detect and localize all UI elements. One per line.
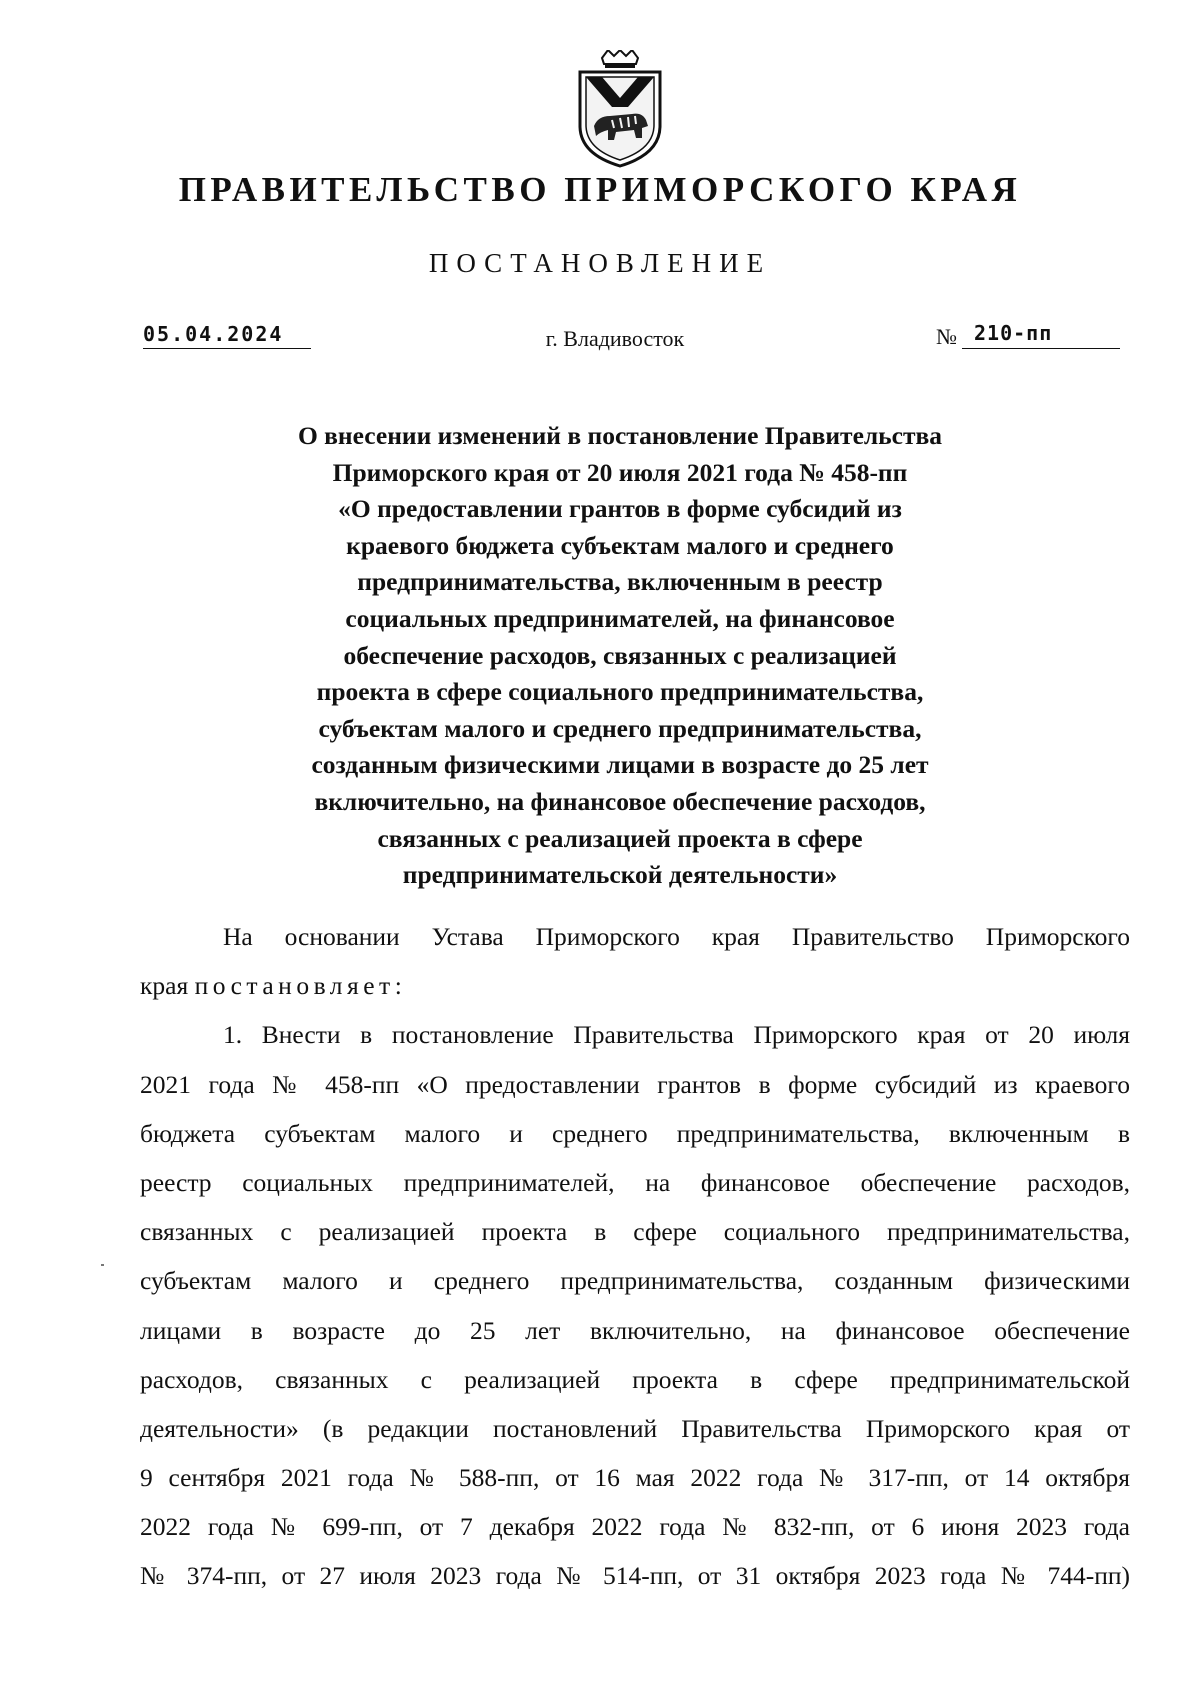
- clause-line: бюджета субъектам малого и среднего предпринимательства, включенным в: [140, 1118, 1130, 1148]
- clause-line: 9 сентября 2021 года № 588-пп, от 16 мая 2022 года № 317-пп, от 14 октября: [140, 1463, 1130, 1493]
- clause-line: лицами в возрасте до 25 лет включительно, на финансовое обеспечение: [140, 1315, 1130, 1345]
- government-title: ПРАВИТЕЛЬСТВО ПРИМОРСКОГО КРАЯ: [178, 170, 1022, 209]
- preamble-prefix: края: [140, 971, 195, 1001]
- heading-line: предпринимательской деятельности»: [402, 860, 838, 890]
- document-number: 210-пп: [974, 321, 1053, 345]
- preamble-line: [140, 961, 1130, 1010]
- clause-line: связанных с реализацией проекта в сфере социального предпринимательства,: [140, 1217, 1130, 1247]
- clause-line: № 374-пп, от 27 июля 2023 года № 514-пп, от 31 октября 2023 года № 744-пп): [140, 1561, 1130, 1591]
- heading-line: субъектам малого и среднего предпринимательства,: [318, 713, 922, 743]
- document-heading: [180, 418, 1060, 894]
- heading-line: Приморского края от 20 июля 2021 года № 458-пп: [332, 457, 908, 487]
- document-city: г. Владивосток: [545, 326, 685, 351]
- heading-line: включительно, на финансовое обеспечение расходов,: [314, 786, 926, 816]
- document-date: 05.04.2024: [143, 322, 284, 346]
- number-underline: [962, 348, 1120, 349]
- scan-mark: [101, 1264, 104, 1266]
- document-body: [140, 912, 1130, 1601]
- clause-line: деятельности» (в редакции постановлений Правительства Приморского края от: [140, 1413, 1130, 1443]
- heading-line: «О предоставлении грантов в форме субсидий из: [338, 494, 902, 524]
- clause-line: 2022 года № 699-пп, от 7 декабря 2022 года № 832-пп, от 6 июня 2023 года: [140, 1512, 1130, 1542]
- coat-of-arms-icon: [572, 50, 668, 168]
- clause-line: 2021 года № 458-пп «О предоставлении грантов в форме субсидий из краевого: [140, 1069, 1130, 1099]
- clause-line: субъектам малого и среднего предпринимательства, созданным физическими: [140, 1266, 1130, 1296]
- heading-line: социальных предпринимателей, на финансовое: [345, 603, 895, 633]
- heading-line: связанных с реализацией проекта в сфере: [377, 823, 863, 853]
- preamble-resolves: постановляет:: [194, 971, 407, 1001]
- number-sign: №: [936, 324, 957, 349]
- heading-line: О внесении изменений в постановление Правительства: [297, 421, 943, 450]
- heading-line: созданным физическими лицами в возрасте до 25 лет: [311, 750, 929, 780]
- clause-line: расходов, связанных с реализацией проекта в сфере предпринимательской: [140, 1364, 1130, 1394]
- document-type: ПОСТАНОВЛЕНИЕ: [428, 248, 772, 278]
- clause-line: реестр социальных предпринимателей, на финансовое обеспечение расходов,: [140, 1167, 1130, 1197]
- preamble-line: На основании Устава Приморского края Правительство Приморского: [223, 922, 1130, 951]
- heading-line: проекта в сфере социального предпринимательства,: [316, 677, 924, 707]
- heading-line: краевого бюджета субъектам малого и среднего: [346, 530, 894, 560]
- clause-line: 1. Внести в постановление Правительства Приморского края от 20 июля: [223, 1020, 1130, 1050]
- heading-line: обеспечение расходов, связанных с реализацией: [343, 640, 897, 670]
- heading-line: предпринимательства, включенным в реестр: [357, 567, 883, 597]
